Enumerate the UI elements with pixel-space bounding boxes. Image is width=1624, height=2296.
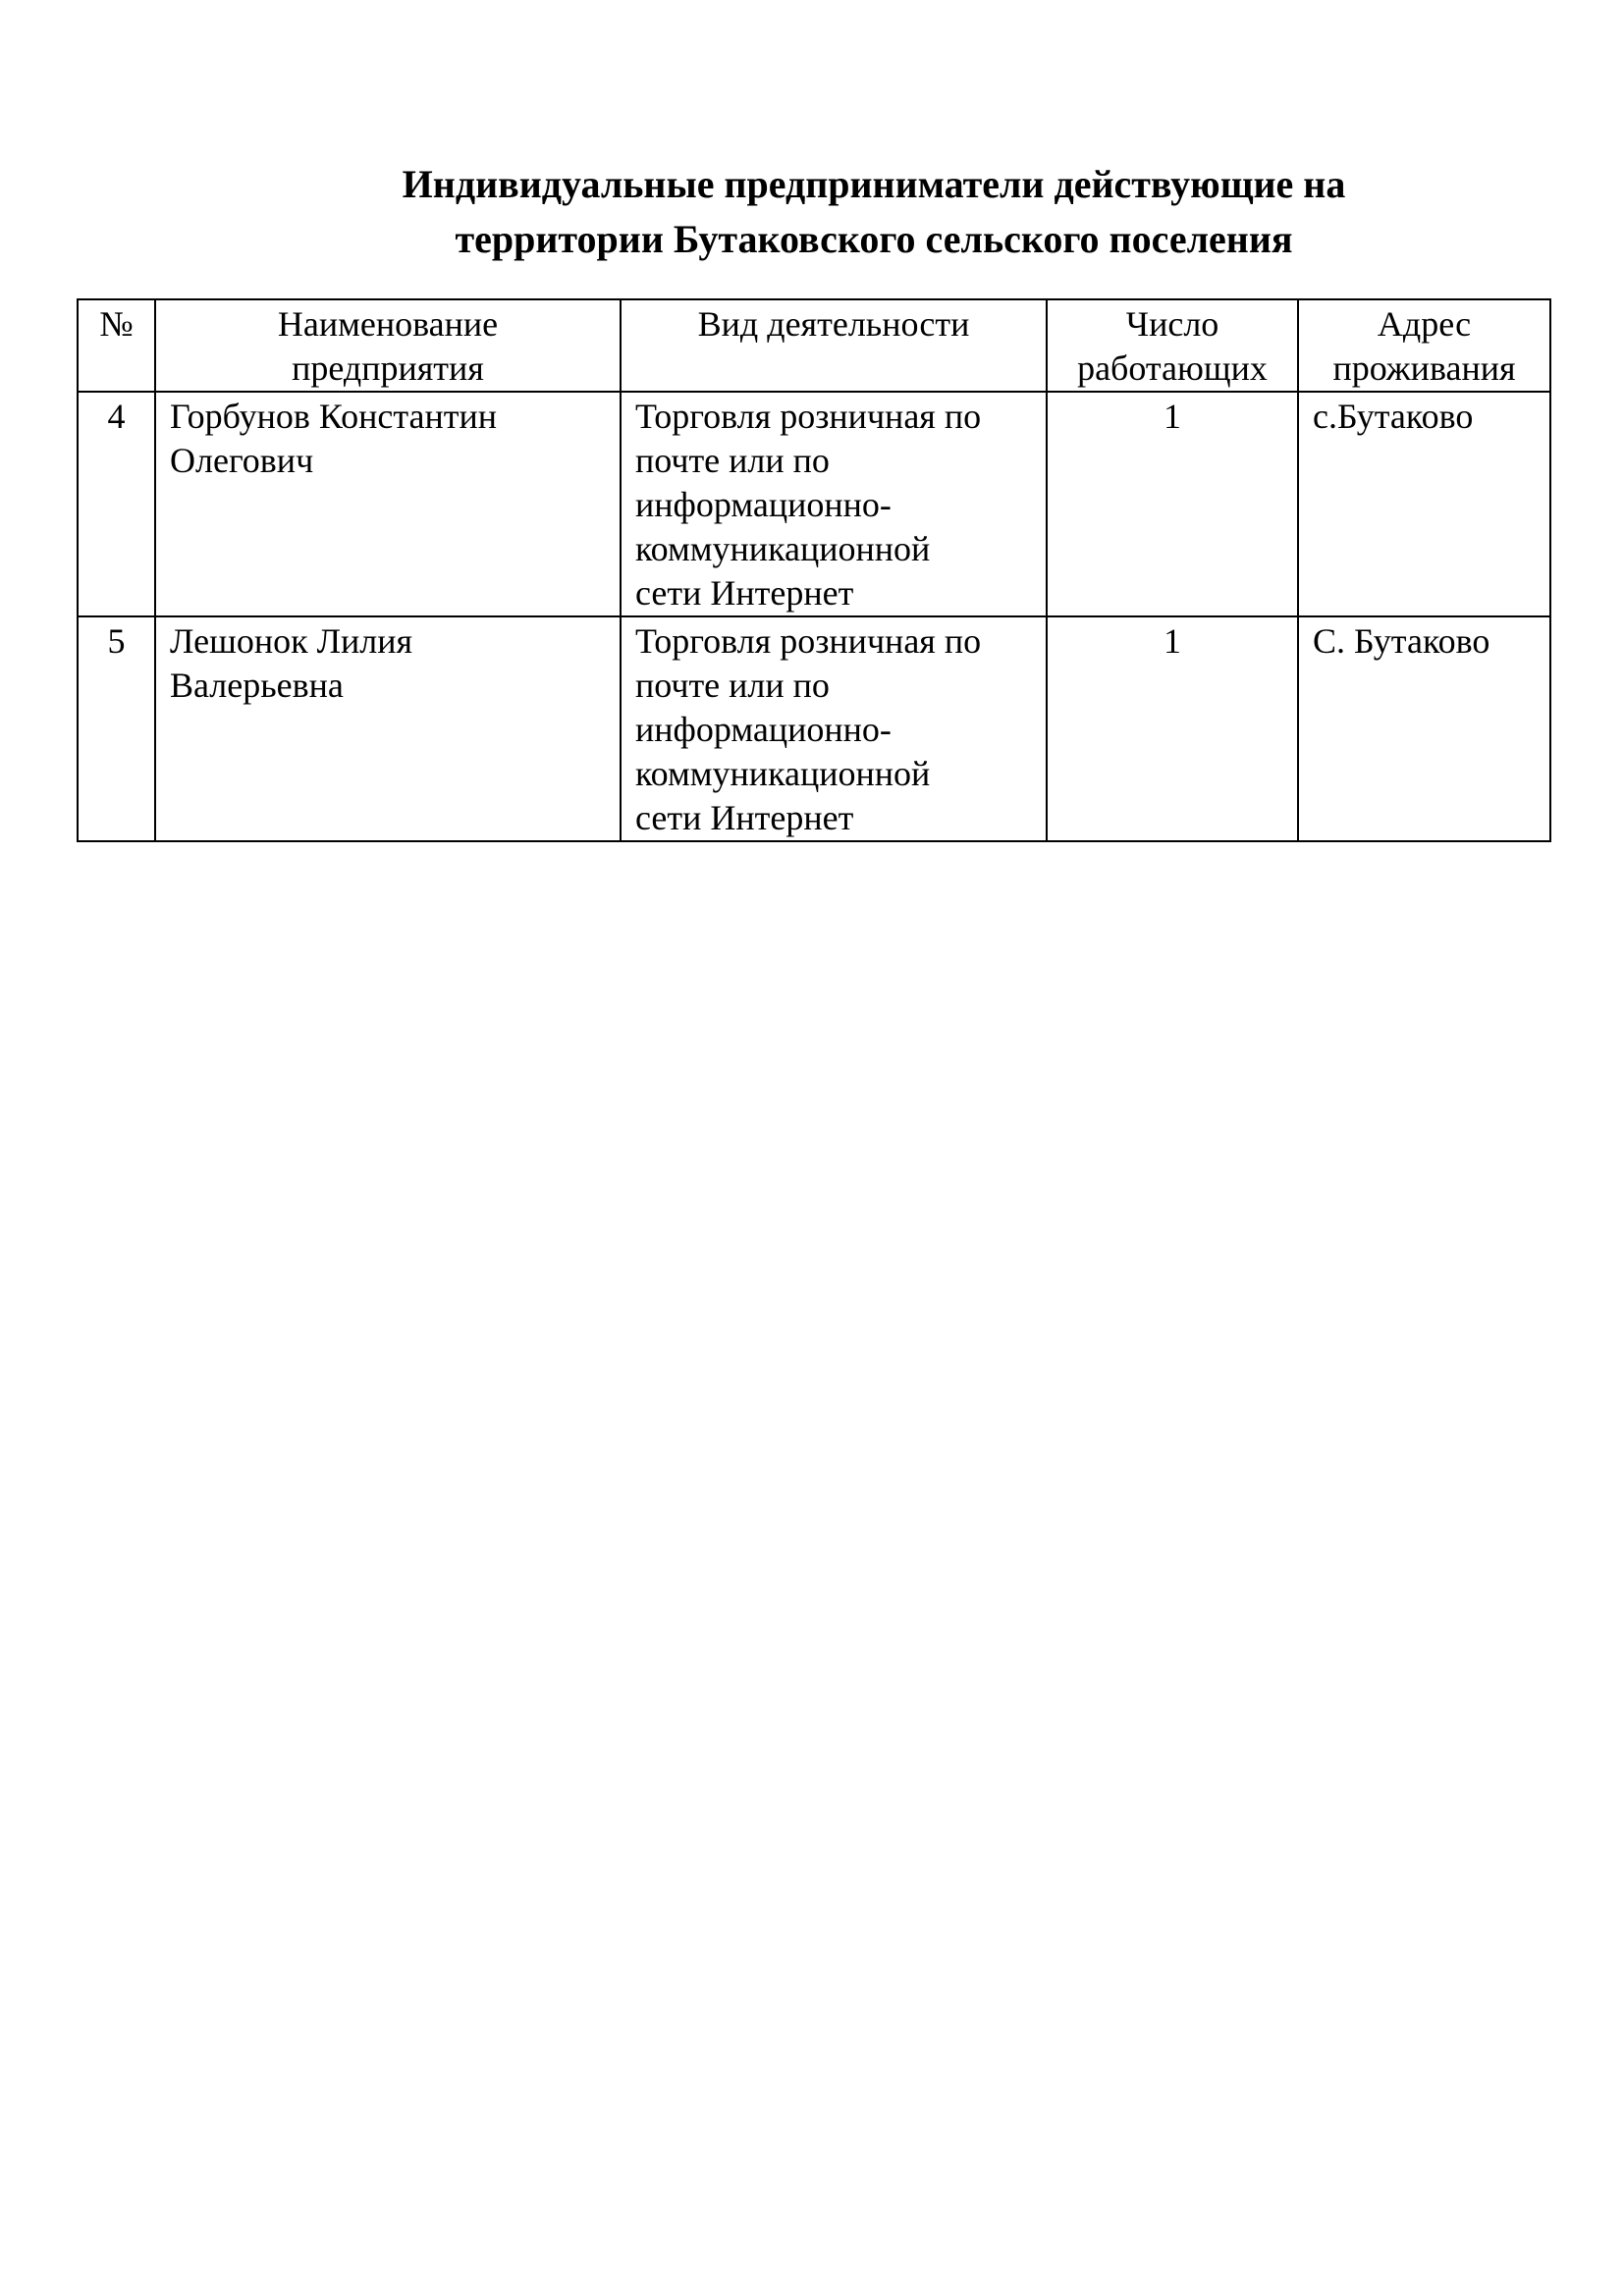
header-address	[1298, 299, 1550, 392]
header-name	[155, 299, 621, 392]
header-name-line: Наименование	[277, 304, 499, 344]
entrepreneurs-table	[77, 298, 1551, 842]
header-activity: Вид деятельности	[621, 299, 1047, 392]
cell-name-line: Горбунов Константин	[170, 397, 497, 436]
header-count-line: Число	[1125, 304, 1219, 344]
cell-activity-line: коммуникационной	[635, 754, 931, 793]
cell-activity-line: Торговля розничная по	[635, 397, 982, 436]
header-number: №	[78, 299, 155, 392]
cell-name-line: Олегович	[170, 441, 314, 480]
cell-count: 1	[1047, 392, 1298, 616]
table-row	[78, 392, 1550, 616]
header-address-line: проживания	[1332, 348, 1516, 388]
title-line: Индивидуальные предприниматели действующие на	[402, 162, 1346, 206]
cell-activity-line: почте или по	[635, 666, 830, 705]
header-count-line: работающих	[1077, 348, 1268, 388]
header-name-line: предприятия	[292, 348, 484, 388]
cell-number: 4	[78, 392, 155, 616]
cell-address: с.Бутаково	[1298, 392, 1550, 616]
title-line: территории Бутаковского сельского поселения	[455, 217, 1293, 261]
cell-activity	[621, 392, 1047, 616]
cell-activity-line: информационно-	[635, 485, 892, 524]
cell-name-line: Лешонок Лилия	[170, 621, 413, 661]
table-header-row	[78, 299, 1550, 392]
cell-name-line: Валерьевна	[170, 666, 344, 705]
cell-activity-line: почте или по	[635, 441, 830, 480]
cell-activity-line: сети Интернет	[635, 573, 854, 613]
header-address-line: Адрес	[1377, 304, 1472, 344]
document-title	[226, 157, 1522, 267]
cell-count: 1	[1047, 616, 1298, 841]
cell-activity	[621, 616, 1047, 841]
cell-name	[155, 392, 621, 616]
table-row	[78, 616, 1550, 841]
cell-address: С. Бутаково	[1298, 616, 1550, 841]
cell-activity-line: информационно-	[635, 710, 892, 749]
cell-number: 5	[78, 616, 155, 841]
header-count	[1047, 299, 1298, 392]
cell-activity-line: коммуникационной	[635, 529, 931, 568]
cell-activity-line: сети Интернет	[635, 798, 854, 837]
cell-name	[155, 616, 621, 841]
cell-activity-line: Торговля розничная по	[635, 621, 982, 661]
